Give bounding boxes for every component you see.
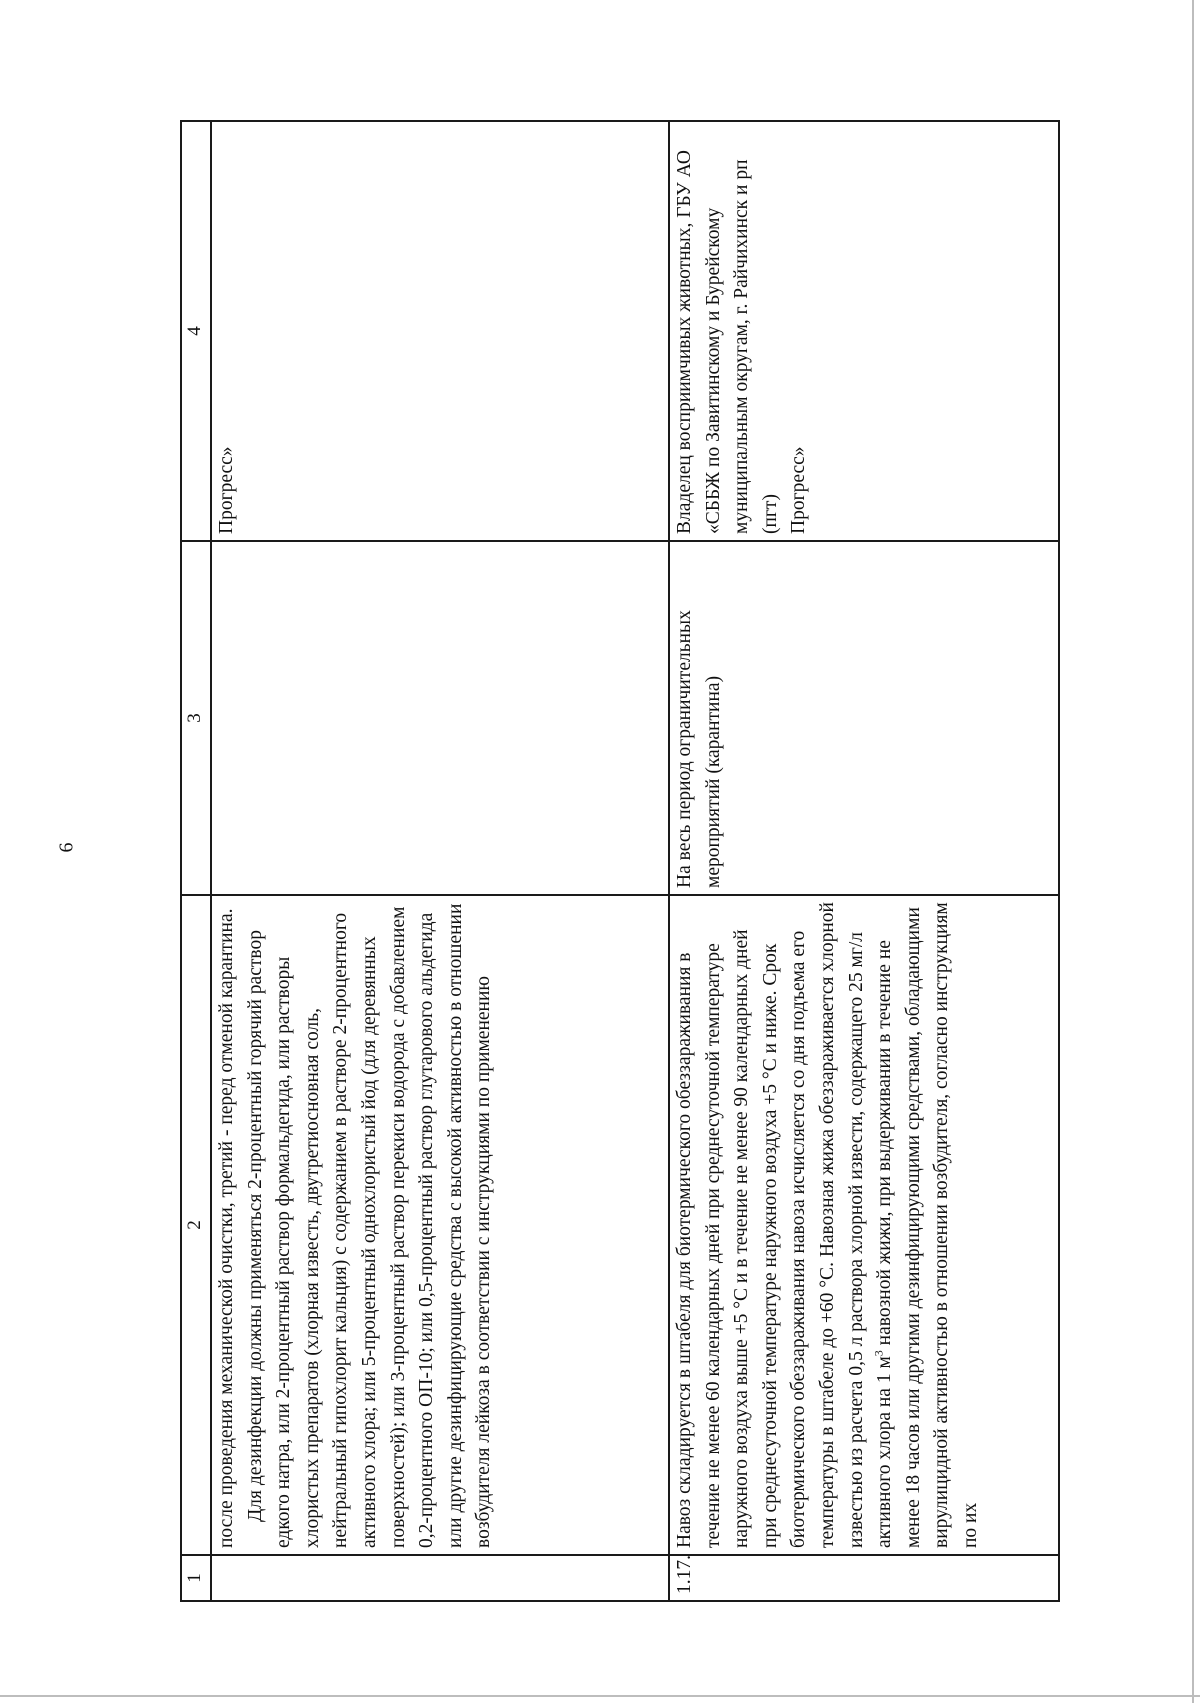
responsible-line: Владелец восприимчивых животных, ГБУ АО «СББЖ по Завитинскому и Бурейскому муниципальным округам, г. Райчихинск и рп (пгт) [674,150,781,534]
table-row [669,121,1059,1601]
measure-description [669,895,1059,1555]
rotated-table-container [180,122,1060,1602]
row-number [211,1555,669,1601]
header-col-4: 4 [181,121,211,541]
description-text-continued: навозной жижи, при выдерживании в течение не менее 18 часов или другими дезинфицирующими средствами, обладающими вирулицидной активностью в отношении возбудителя, согласно инструкциям по их [874,902,981,1548]
measure-period [211,541,669,895]
responsible-party [669,121,1059,541]
table-row [211,121,669,1601]
scan-edge-line [1192,0,1194,1703]
responsible-party: Прогресс» [211,121,669,541]
description-text: Навоз складируется в штабеля для биотермического обеззараживания в течение не менее 60 календарных дней при среднесуточной температуре наружного воздуха выше +5 °С и в течение не менее 90 календарных дней при среднесуточной температуре наружного воздуха +5 °С и ниже. Срок биотермического обеззараживания навоза исчисляется со дня подъема его температуры в штабеле до +60 °С. Навозная жижа обеззараживается хлорной известью из расчета 0,5 л раствора хлорной извести, содержащего 25 мг/л активного хлора на 1 м [674,902,896,1548]
table-header-row [181,121,211,1601]
description-paragraph: Для дезинфекции должны применяться 2-процентный горячий раствор едкого натра, или 2-процентный раствор формальдегида, или растворы хлористых препаратов (хлорная известь, двутретиосновная соль, нейтральный гипохлорит кальция) с содержанием в растворе 2-процентного активного хлора; или 5-процентный однохлористый йод (для деревянных поверхностей); или 3-процентный раствор перекиси водорода с добавлением 0,2-процентного ОП-10; или 0,5-процентный раствор глутарового альдегида или другие дезинфицирующие средства с высокой активностью в отношении возбудителя лейкоза в соответствии с инструкциями по применению [244,903,495,1548]
row-number: 1.17. [669,1555,1059,1601]
measure-description [211,895,669,1555]
measure-period: На весь период ограничительных мероприятий (карантина) [669,541,1059,895]
responsible-line: Прогресс» [788,446,810,534]
scan-bottom-line [0,1695,1200,1697]
header-col-1: 1 [181,1555,211,1601]
header-col-3: 3 [181,541,211,895]
description-line: после проведения механической очистки, третий - перед отменой карантина. [216,908,237,1548]
document-table [180,120,1060,1602]
header-col-2: 2 [181,895,211,1555]
page-number: 6 [55,842,78,853]
cubic-superscript: 3 [871,1350,886,1357]
